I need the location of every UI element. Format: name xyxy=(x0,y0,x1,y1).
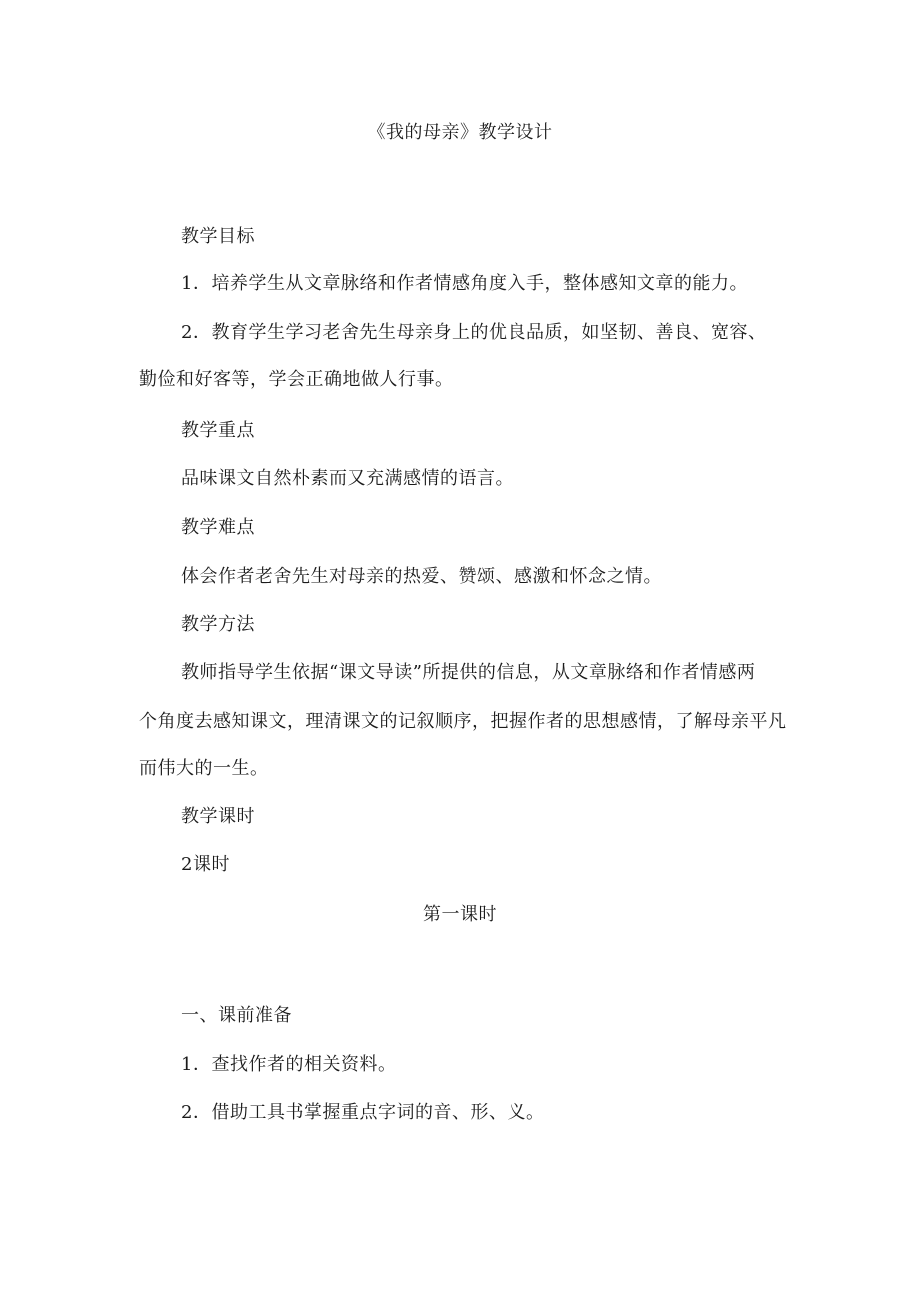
key-points-text: 品味课文自然朴素而又充满感情的语言。 xyxy=(181,468,514,489)
key-points-heading: 教学重点 xyxy=(181,420,255,441)
methods-heading: 教学方法 xyxy=(181,614,255,635)
pre-class-step-1: 1．查找作者的相关资料。 xyxy=(181,1054,397,1075)
pre-class-heading: 一、课前准备 xyxy=(181,1005,292,1026)
methods-line-2: 个角度去感知课文，理清课文的记叙顺序，把握作者的思想感情，了解母亲平凡 xyxy=(139,711,787,732)
periods-text: 2课时 xyxy=(181,854,230,875)
methods-line-3: 而伟大的一生。 xyxy=(139,758,269,779)
objective-item-2-line-2: 勤俭和好客等，学会正确地做人行事。 xyxy=(139,369,454,390)
difficulties-text: 体会作者老舍先生对母亲的热爱、赞颂、感激和怀念之情。 xyxy=(181,566,662,587)
objectives-heading: 教学目标 xyxy=(181,226,255,247)
objective-item-1: 1．培养学生从文章脉络和作者情感角度入手，整体感知文章的能力。 xyxy=(181,273,748,294)
periods-heading: 教学课时 xyxy=(181,806,255,827)
methods-line-1: 教师指导学生依据“课文导读”所提供的信息，从文章脉络和作者情感两 xyxy=(181,662,756,683)
difficulties-heading: 教学难点 xyxy=(181,517,255,538)
objective-item-2-line-1: 2．教育学生学习老舍先生母亲身上的优良品质，如坚韧、善良、宽容、 xyxy=(181,322,767,343)
first-period-heading: 第一课时 xyxy=(423,904,497,925)
document-title: 《我的母亲》教学设计 xyxy=(367,122,553,143)
pre-class-step-2: 2．借助工具书掌握重点字词的音、形、义。 xyxy=(181,1102,545,1123)
